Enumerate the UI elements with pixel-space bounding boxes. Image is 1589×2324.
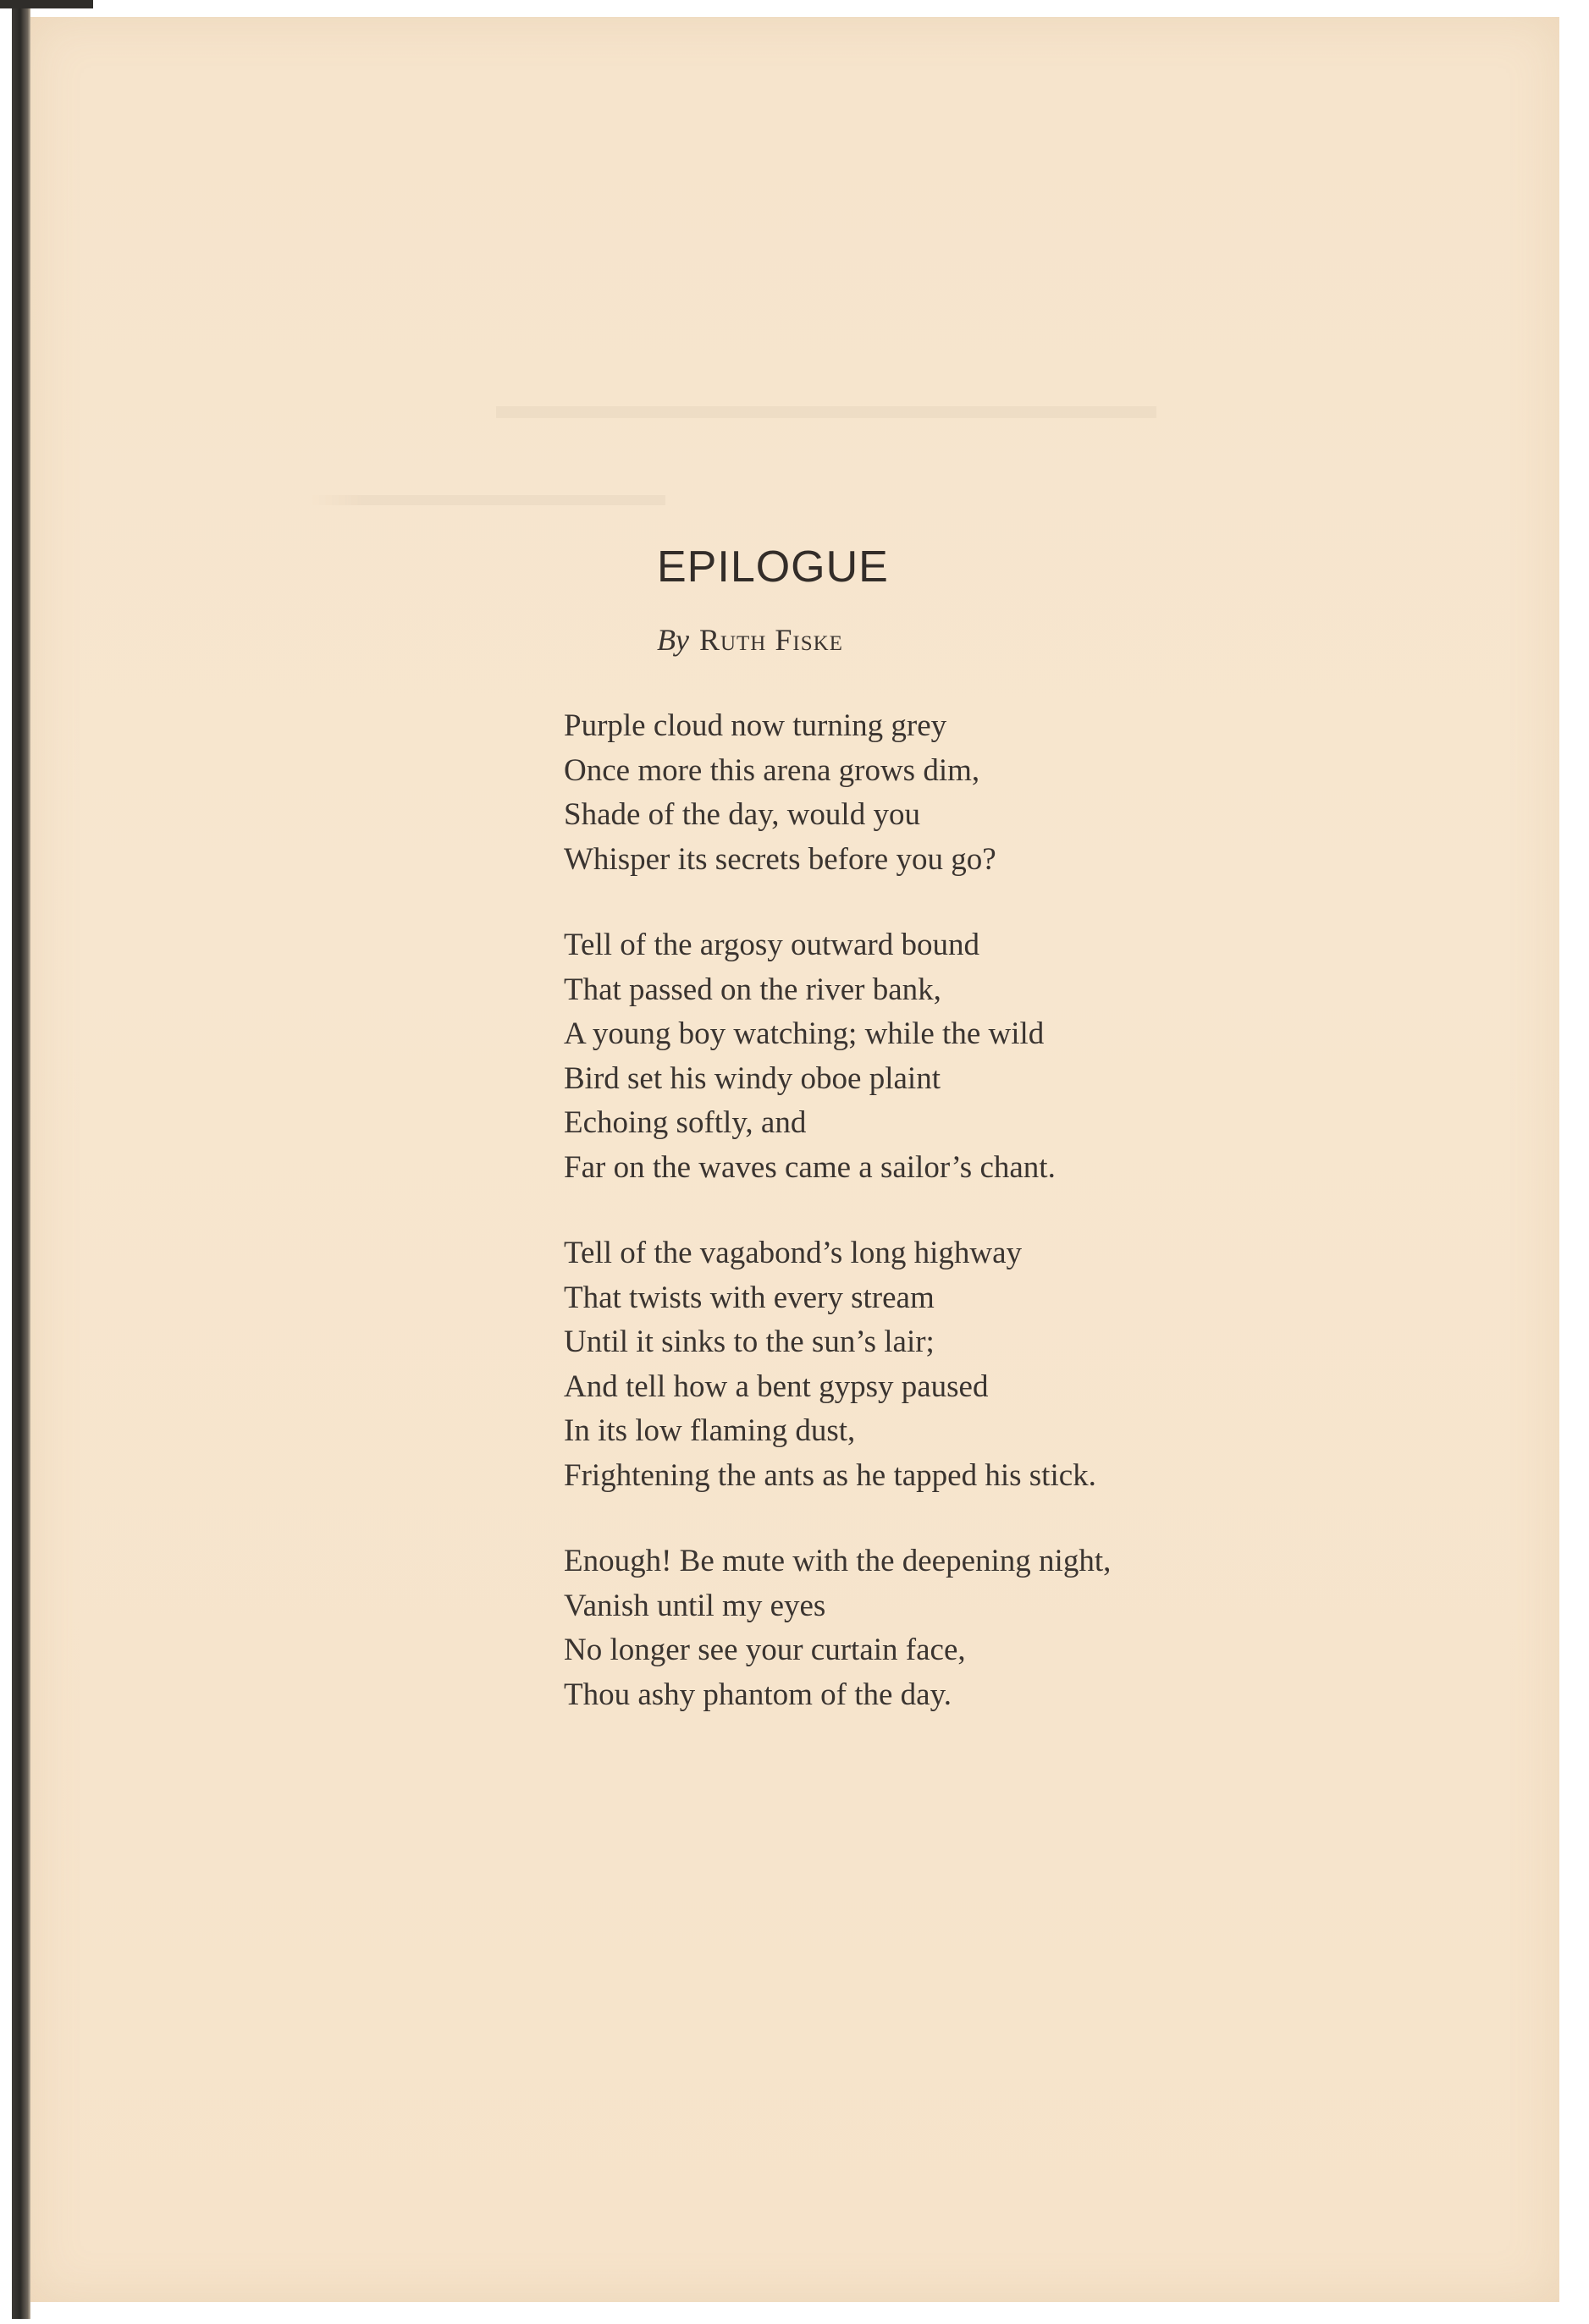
byline: [657, 622, 843, 658]
poem-line: No longer see your curtain face,: [564, 1633, 966, 1667]
poem-title: EPILOGUE: [657, 542, 889, 592]
poem-line: Thou ashy phantom of the day.: [564, 1677, 952, 1712]
poem-line: And tell how a bent gypsy paused: [564, 1369, 989, 1404]
byline-prefix: By: [657, 623, 689, 657]
stanza-1: [564, 704, 1326, 882]
poem-line: Once more this arena grows dim,: [564, 752, 980, 788]
book-binding-edge: [12, 0, 30, 2319]
poem-line: Until it sinks to the sun’s lair;: [564, 1324, 935, 1359]
poem-line: In its low flaming dust,: [564, 1413, 856, 1448]
poem-line: Purple cloud now turning grey: [564, 708, 947, 743]
poem-line: Shade of the day, would you: [564, 797, 920, 832]
poem-line: Vanish until my eyes: [564, 1588, 826, 1623]
poem-line: That passed on the river bank,: [564, 972, 941, 1007]
stanza-3: [564, 1231, 1326, 1498]
poem-line: Bird set his windy oboe plaint: [564, 1060, 941, 1096]
paper-page: [30, 17, 1559, 2302]
bleed-through: [310, 279, 1326, 550]
poem-line: Frightening the ants as he tapped his stick.: [564, 1457, 1096, 1493]
poem-line: Enough! Be mute with the deepening night,: [564, 1544, 1112, 1578]
poem-line: Whisper its secrets before you go?: [564, 841, 996, 877]
stanza-2: [564, 923, 1326, 1190]
poem-line: Echoing softly, and: [564, 1105, 807, 1140]
poem-line: Far on the waves came a sailor’s chant.: [564, 1149, 1056, 1185]
stanza-4: [564, 1539, 1326, 1717]
poem-line: Tell of the vagabond’s long highway: [564, 1236, 1022, 1270]
poem-line: Tell of the argosy outward bound: [564, 928, 979, 962]
author-name: Ruth Fiske: [698, 623, 843, 657]
poem-line: That twists with every stream: [564, 1280, 935, 1315]
binding-top-edge: [0, 0, 93, 8]
poem-body: [564, 704, 1326, 1759]
poem-line: A young boy watching; while the wild: [564, 1016, 1045, 1051]
